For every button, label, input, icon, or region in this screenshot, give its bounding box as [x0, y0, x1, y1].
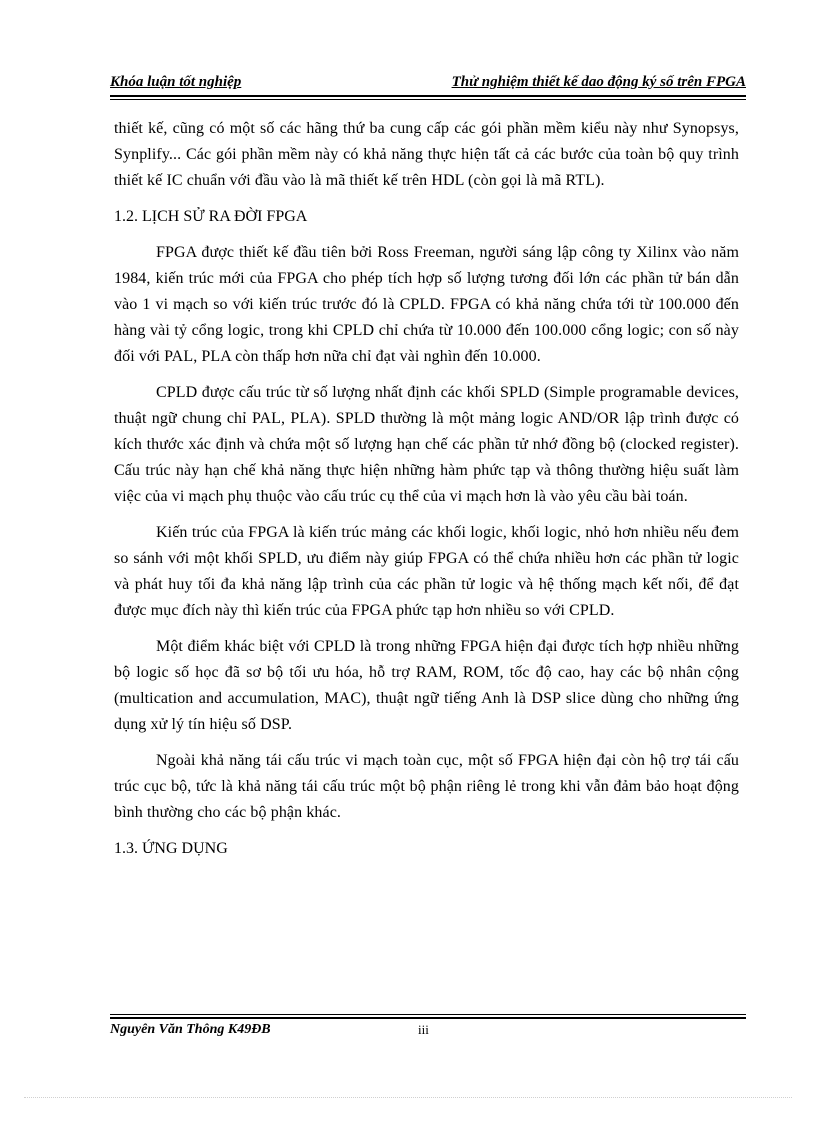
paragraph-cpld-structure: CPLD được cấu trúc từ số lượng nhất định các khối SPLD (Simple programable devices, thuật ngữ chung chỉ PAL, PLA). SPLD thường là một mảng logic AND/OR lập trình được có kích thước xác định và chứa một số lượng hạn chế các phần tử nhớ đồng bộ (clocked register). Cấu trúc này hạn chế khả năng thực hiện những hàm phức tạp và thông thường hiệu suất làm việc của vi mạch phụ thuộc vào cấu trúc cụ thể của vi mạch hơn là vào yêu cầu bài toán. — [114, 384, 739, 505]
header-rule-thick — [110, 95, 746, 97]
page-number: iii — [418, 1022, 429, 1037]
section-heading-1-2: 1.2. LỊCH SỬ RA ĐỜI FPGA — [114, 208, 308, 225]
paragraph-fpga-architecture: Kiến trúc của FPGA là kiến trúc mảng các khối logic, khối logic, nhỏ hơn nhiều nếu đem so sánh với một khối SPLD, ưu điểm này giúp FPGA có thể chứa nhiều hơn các phần tử logic và phát huy tối đa khả năng lập trình của các phần tử logic và hệ thống mạch kết nối, để đạt được mục đích này thì kiến trúc của FPGA phức tạp hơn nhiều so với CPLD. — [114, 524, 739, 619]
paragraph-fpga-history: FPGA được thiết kế đầu tiên bởi Ross Freeman, người sáng lập công ty Xilinx vào năm 1984, kiến trúc mới của FPGA cho phép tích hợp số lượng tương đối lớn các phần tử bán dẫn vào 1 vi mạch so với kiến trúc trước đó là CPLD. FPGA có khả năng chứa tới từ 100.000 đến hàng vài tỷ cổng logic, trong khi CPLD chỉ chứa từ 10.000 đến 100.000 cổng logic; con số này đối với PAL, PLA còn thấp hơn nữa chỉ đạt vài nghìn đến 10.000. — [114, 244, 739, 365]
paragraph-fpga-dsp: Một điểm khác biệt với CPLD là trong những FPGA hiện đại được tích hợp nhiều những bộ logic số học đã sơ bộ tối ưu hóa, hỗ trợ RAM, ROM, tốc độ cao, hay các bộ nhân cộng (multication and accumulation, MAC), thuật ngữ tiếng Anh là DSP slice dùng cho những ứng dụng xử lý tín hiệu số DSP. — [114, 638, 739, 733]
page-header — [110, 72, 746, 94]
page-body — [114, 116, 739, 862]
footer-rule-thick — [110, 1017, 746, 1019]
header-rule-thin — [110, 99, 746, 100]
page-edge-divider — [24, 1097, 792, 1098]
section-heading-1-3: 1.3. ỨNG DỤNG — [114, 840, 228, 857]
footer-rule-thin — [110, 1014, 746, 1015]
header-thesis-label: Khóa luận tốt nghiệp — [110, 74, 242, 90]
paragraph-continued: thiết kế, cũng có một số các hãng thứ ba cung cấp các gói phần mềm kiểu này như Synopsys, Synplify... Các gói phần mềm này có khả năng thực hiện tất cả các bước của toàn bộ quy trình thiết kế IC chuẩn với đầu vào là mã thiết kế trên HDL (còn gọi là mã RTL). — [114, 120, 739, 189]
paragraph-reconfiguration: Ngoài khả năng tái cấu trúc vi mạch toàn cục, một số FPGA hiện đại còn hộ trợ tái cấu trúc cục bộ, tức là khả năng tái cấu trúc một bộ phận riêng lẻ trong khi vẫn đảm bảo hoạt động bình thường cho các bộ phận khác. — [114, 752, 739, 821]
footer-author: Nguyên Văn Thông K49ĐB — [110, 1022, 271, 1037]
page-footer — [110, 1022, 746, 1044]
header-thesis-title: Thử nghiệm thiết kế dao động ký số trên FPGA — [451, 74, 746, 90]
